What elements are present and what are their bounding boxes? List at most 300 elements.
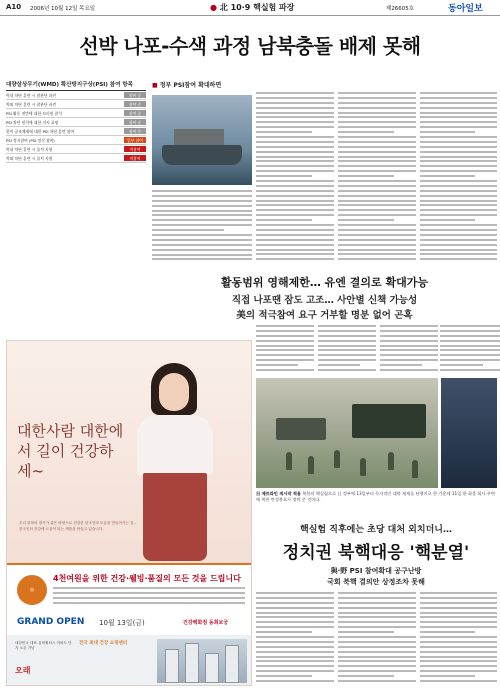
text-line	[256, 369, 314, 371]
ship-hull	[162, 145, 242, 165]
text-line	[338, 185, 416, 187]
text-line	[152, 210, 252, 212]
building-tower	[185, 643, 199, 683]
table-cell-item: 역내 차단 훈련 시 물적 지원	[6, 147, 53, 152]
text-line	[420, 185, 497, 187]
table-cell-status: 참여 중	[124, 119, 146, 125]
text-line	[420, 180, 497, 182]
article-kicker	[152, 80, 221, 89]
table-row	[6, 118, 146, 127]
text-line	[338, 612, 416, 614]
text-line	[256, 651, 334, 653]
main-headline: 선박 나포-수색 과정 남북충돌 배제 못해	[79, 34, 421, 58]
text-line	[338, 641, 416, 643]
text-line	[256, 151, 334, 153]
text-line	[256, 616, 334, 618]
text-line	[380, 325, 438, 327]
text-line	[256, 156, 334, 158]
text-line	[338, 656, 416, 658]
subhead-line2: 직접 나포땐 잠도 고조… 사안별 신책 가능성	[231, 295, 418, 306]
ad-band-list	[53, 587, 245, 611]
soldier	[412, 460, 418, 478]
table-row	[6, 100, 146, 109]
article-body-col-2	[256, 92, 334, 268]
text-line	[420, 92, 497, 94]
text-line	[256, 244, 334, 246]
text-line	[420, 626, 497, 628]
text-line	[256, 597, 334, 599]
section-label	[210, 2, 295, 13]
text-line	[420, 146, 497, 148]
text-line	[256, 112, 334, 114]
text-line	[256, 626, 334, 628]
text-line	[420, 675, 475, 677]
soldier	[360, 458, 366, 476]
text-line	[380, 359, 438, 361]
text-line	[256, 325, 314, 327]
text-line	[420, 112, 497, 114]
text-line	[420, 116, 497, 118]
text-line	[338, 136, 416, 138]
bullet-icon: ■	[152, 82, 158, 89]
text-line	[338, 651, 416, 653]
text-line	[420, 597, 497, 599]
table-cell-item: 역외 차단 훈련 시 참관단 파견	[6, 102, 57, 107]
text-line	[256, 612, 334, 614]
text-line	[338, 244, 416, 246]
article-body-col-7	[380, 325, 438, 375]
ad-bottom-left-text: 대한민국 대표 유비쿼터스 아파트 단지 오픈 기념	[15, 641, 72, 650]
text-line	[256, 253, 334, 255]
text-line	[380, 335, 438, 337]
text-line	[338, 102, 416, 104]
text-line	[338, 200, 416, 202]
text-line	[420, 209, 497, 211]
text-line	[256, 631, 312, 633]
text-line	[420, 253, 497, 255]
text-line	[256, 224, 334, 226]
caption-label: 日 제트라인 적시작 적용	[256, 491, 301, 496]
text-line	[338, 253, 416, 255]
text-line	[256, 209, 334, 211]
table-row	[6, 154, 146, 163]
text-line	[420, 190, 497, 192]
caption-text: 북한의 핵실험으로 日 정부에 13일부터 독자적인 대북 제재를 단행키로 한 가운데 11일 한 화물 회사 주변에 북한 만경봉호가 정박 중 것이다.	[256, 491, 495, 502]
text-line	[256, 126, 334, 128]
text-line	[420, 239, 497, 241]
text-line	[256, 670, 334, 672]
text-line	[380, 330, 438, 332]
table-cell-status: 일부 참여	[124, 137, 146, 143]
bottom-body-col-1	[256, 592, 334, 686]
text-line	[338, 214, 416, 216]
psi-table	[6, 80, 146, 255]
table-cell-status: 참여 중	[124, 92, 146, 98]
text-line	[338, 229, 416, 231]
text-line	[152, 249, 252, 251]
text-line	[338, 234, 416, 236]
text-line	[420, 97, 497, 99]
text-line	[338, 204, 416, 206]
text-line	[256, 592, 334, 594]
text-line	[420, 151, 497, 153]
text-line	[420, 249, 497, 251]
text-line	[420, 244, 497, 246]
text-line	[256, 607, 334, 609]
page-header	[0, 0, 500, 16]
text-line	[338, 92, 416, 94]
text-line	[152, 229, 224, 231]
truck	[276, 418, 326, 440]
text-line	[420, 175, 475, 177]
text-line	[256, 195, 334, 197]
article-body-col-3	[338, 92, 416, 268]
text-line	[440, 335, 500, 337]
text-line	[338, 219, 394, 221]
subhead-line3: 美의 적극참여 요구 거부할 명분 없어 곤혹	[236, 310, 413, 321]
text-line	[256, 131, 312, 133]
text-line	[256, 234, 334, 236]
text-line	[420, 636, 497, 638]
text-line	[420, 204, 497, 206]
text-line	[338, 239, 416, 241]
bullet-icon: ●	[210, 3, 217, 12]
bottom-article-headline: 정치권 북핵대응 '핵분열'	[282, 543, 470, 563]
ad-model-face	[159, 373, 189, 411]
bottom-body-col-3	[420, 592, 497, 686]
text-line	[256, 180, 334, 182]
text-line	[256, 675, 312, 677]
text-line	[440, 364, 483, 366]
text-line	[338, 646, 416, 648]
text-line	[380, 369, 438, 371]
text-line	[338, 258, 416, 260]
text-line	[152, 224, 252, 226]
text-line	[420, 195, 497, 197]
text-line	[338, 190, 416, 192]
text-line	[380, 345, 438, 347]
text-line	[256, 680, 334, 682]
text-line	[256, 170, 334, 172]
building-tower	[165, 649, 179, 683]
text-line	[256, 335, 314, 337]
ad-open-date: 10월 13일(금)	[99, 619, 145, 627]
article-body-col-1	[152, 190, 252, 268]
text-line	[338, 249, 416, 251]
text-line	[420, 602, 497, 604]
text-line	[318, 325, 376, 327]
article-body-col-8	[440, 325, 500, 375]
text-line	[256, 660, 334, 662]
text-line	[338, 131, 394, 133]
table-cell-status: 미참여	[124, 146, 146, 152]
text-line	[338, 680, 416, 682]
text-line	[380, 354, 438, 356]
text-line	[256, 97, 334, 99]
text-line	[420, 170, 497, 172]
text-line	[420, 141, 497, 143]
text-line	[256, 165, 334, 167]
text-line	[338, 126, 416, 128]
text-line	[256, 641, 334, 643]
article-body-col-5	[256, 325, 314, 375]
text-line	[440, 354, 500, 356]
ad-model-blouse	[137, 415, 213, 475]
text-line	[420, 258, 497, 260]
table-row	[6, 136, 146, 145]
text-line	[420, 670, 497, 672]
text-line	[420, 680, 497, 682]
text-line	[420, 646, 497, 648]
text-line	[318, 354, 376, 356]
port-photo	[441, 378, 497, 488]
text-line	[440, 369, 500, 371]
text-line	[338, 121, 416, 123]
text-line	[256, 92, 334, 94]
text-line	[256, 249, 334, 251]
text-line	[256, 116, 334, 118]
text-line	[420, 592, 497, 594]
ad-brand-name: 건강백화점 동희보궁	[183, 620, 229, 626]
text-line	[256, 107, 334, 109]
text-line	[256, 121, 334, 123]
ad-brand-logo: ◎	[17, 575, 47, 605]
text-line	[420, 214, 497, 216]
text-line	[318, 364, 360, 366]
issue-number: 제26605호	[386, 6, 415, 12]
article-kicker-text: 정부 PSI참여 확대하면	[159, 82, 222, 89]
text-line	[256, 636, 334, 638]
text-line	[338, 616, 416, 618]
text-line	[420, 136, 497, 138]
table-row	[6, 109, 146, 118]
text-line	[440, 345, 500, 347]
text-line	[420, 631, 475, 633]
table-cell-item: 역내 차단 훈련 시 참관단 파견	[6, 93, 57, 98]
article-body-col-6	[318, 325, 376, 375]
text-line	[420, 107, 497, 109]
text-line	[152, 234, 252, 236]
text-line	[256, 190, 334, 192]
advertisement	[6, 340, 252, 686]
text-line	[338, 621, 416, 623]
table-row	[6, 145, 146, 154]
text-line	[152, 190, 252, 192]
ad-bottom-logo: 오래	[15, 666, 31, 675]
text-line	[338, 670, 416, 672]
text-line	[338, 626, 416, 628]
text-line	[420, 219, 475, 221]
text-line	[338, 175, 394, 177]
soldier	[388, 452, 394, 470]
text-line	[256, 102, 334, 104]
text-line	[338, 660, 416, 662]
table-cell-item: PSI 차단 원칙에 대한 지지 표명	[6, 120, 59, 125]
page-number: A10	[6, 3, 22, 11]
table-title: 대량살상무기(WMD) 확산방지구상(PSI) 참여 항목	[6, 80, 146, 91]
ad-info-band	[7, 563, 252, 635]
article-body-col-4	[420, 92, 497, 268]
text-line	[420, 616, 497, 618]
truck	[352, 404, 426, 438]
text-line	[256, 330, 314, 332]
text-line	[338, 675, 394, 677]
text-line	[318, 340, 376, 342]
text-line	[420, 131, 475, 133]
text-line	[256, 621, 334, 623]
ad-band-title: 4천여원을 위한 건강·웰빙·품질의 모든 것을 드립니다	[53, 574, 241, 583]
text-line	[338, 160, 416, 162]
bottom-body-col-2	[338, 592, 416, 686]
text-line	[338, 112, 416, 114]
text-line	[440, 330, 500, 332]
soldier	[308, 456, 314, 474]
text-line	[338, 170, 416, 172]
text-line	[338, 602, 416, 604]
table-cell-item: PSI 정식참여 (PSI 정식 참여)	[6, 138, 55, 143]
text-line	[256, 364, 298, 366]
ad-hero	[7, 341, 252, 563]
text-line	[420, 656, 497, 658]
table-cell-status: 참여 중	[124, 110, 146, 116]
text-line	[338, 141, 416, 143]
text-line	[338, 607, 416, 609]
text-line	[256, 258, 334, 260]
text-line	[420, 607, 497, 609]
text-line	[256, 200, 334, 202]
text-line	[420, 612, 497, 614]
text-line	[420, 641, 497, 643]
text-line	[256, 665, 334, 667]
text-line	[338, 224, 416, 226]
text-line	[338, 151, 416, 153]
text-line	[338, 636, 416, 638]
ad-copy: 우리 한복의 장기가 좋은 바탕으로 건강한 한국인의 모습을 만들어가는 것 – 한국인의 건강에 도움이 되는 제품을 만들고 있습니다.	[19, 521, 137, 531]
text-line	[338, 107, 416, 109]
text-line	[420, 229, 497, 231]
text-line	[380, 340, 438, 342]
text-line	[256, 239, 334, 241]
bottom-article-subhead-1: 與·野 PSI 참여확대 공구난방	[330, 567, 422, 575]
text-line	[338, 195, 416, 197]
text-line	[338, 631, 394, 633]
text-line	[420, 651, 497, 653]
text-line	[420, 224, 497, 226]
ad-bottom-strip	[7, 635, 252, 686]
text-line	[338, 592, 416, 594]
bottom-article-subhead-2: 국회 북핵 결의안 상정조차 못해	[327, 578, 425, 586]
text-line	[256, 175, 312, 177]
text-line	[256, 185, 334, 187]
text-line	[53, 602, 245, 604]
masthead-logo: 동아일보	[448, 4, 483, 14]
text-line	[256, 349, 314, 351]
ship-photo	[152, 95, 252, 185]
text-line	[440, 325, 500, 327]
text-line	[256, 345, 314, 347]
table-cell-status: 참여 중	[124, 128, 146, 134]
text-line	[256, 141, 334, 143]
table-cell-status: 참여 중	[124, 101, 146, 107]
text-line	[256, 354, 314, 356]
text-line	[440, 359, 500, 361]
issue-date: 2006년 10월 12일 목요일	[30, 6, 96, 12]
ad-model-figure	[119, 357, 231, 563]
text-line	[338, 665, 416, 667]
text-line	[152, 214, 252, 216]
text-line	[152, 239, 252, 241]
soldier	[286, 452, 292, 470]
ad-building-image	[157, 639, 247, 683]
building-tower	[225, 645, 239, 683]
text-line	[338, 209, 416, 211]
text-line	[256, 204, 334, 206]
text-line	[256, 136, 334, 138]
text-line	[256, 219, 312, 221]
photo-caption	[256, 491, 496, 503]
text-line	[256, 359, 314, 361]
text-line	[318, 359, 376, 361]
text-line	[338, 597, 416, 599]
text-line	[256, 646, 334, 648]
text-line	[338, 156, 416, 158]
text-line	[380, 364, 422, 366]
text-line	[380, 349, 438, 351]
text-line	[152, 258, 252, 260]
text-line	[420, 102, 497, 104]
text-line	[256, 656, 334, 658]
text-line	[256, 160, 334, 162]
text-line	[152, 254, 252, 256]
text-line	[318, 330, 376, 332]
text-line	[53, 587, 245, 589]
table-cell-item: 역외 차단 훈련 시 물적 지원	[6, 156, 53, 161]
text-line	[318, 349, 376, 351]
text-line	[420, 126, 497, 128]
text-line	[256, 146, 334, 148]
ad-model-skirt	[143, 473, 207, 561]
text-line	[440, 340, 500, 342]
table-row	[6, 91, 146, 100]
text-line	[152, 200, 252, 202]
section-label-text: 北 10·9 핵실험 파장	[219, 3, 295, 12]
text-line	[152, 205, 252, 207]
text-line	[318, 335, 376, 337]
text-line	[256, 340, 314, 342]
text-line	[338, 165, 416, 167]
text-line	[256, 602, 334, 604]
ad-bottom-mid-title: 전국 최대 건강 쇼핑센터	[79, 641, 128, 646]
text-line	[420, 234, 497, 236]
text-line	[338, 116, 416, 118]
text-line	[420, 660, 497, 662]
soldier	[334, 450, 340, 468]
table-cell-item: PSI 활동 전반에 대한 브리핑 참석	[6, 111, 62, 116]
ad-slogan: 대한사람 대한에서 길이 건강하세~	[17, 422, 124, 480]
text-line	[338, 146, 416, 148]
text-line	[152, 219, 252, 221]
table-cell-item: 한미 공조체제에 대한 PSI 차단 훈련 참여	[6, 129, 75, 134]
text-line	[256, 214, 334, 216]
text-line	[53, 592, 245, 594]
text-line	[420, 156, 497, 158]
subhead-main: 활동범위 영해제한… 유엔 결의로 확대가능	[221, 276, 428, 289]
text-line	[53, 597, 245, 599]
text-line	[338, 180, 416, 182]
text-line	[318, 369, 376, 371]
text-line	[256, 229, 334, 231]
military-trucks-photo	[256, 378, 438, 488]
